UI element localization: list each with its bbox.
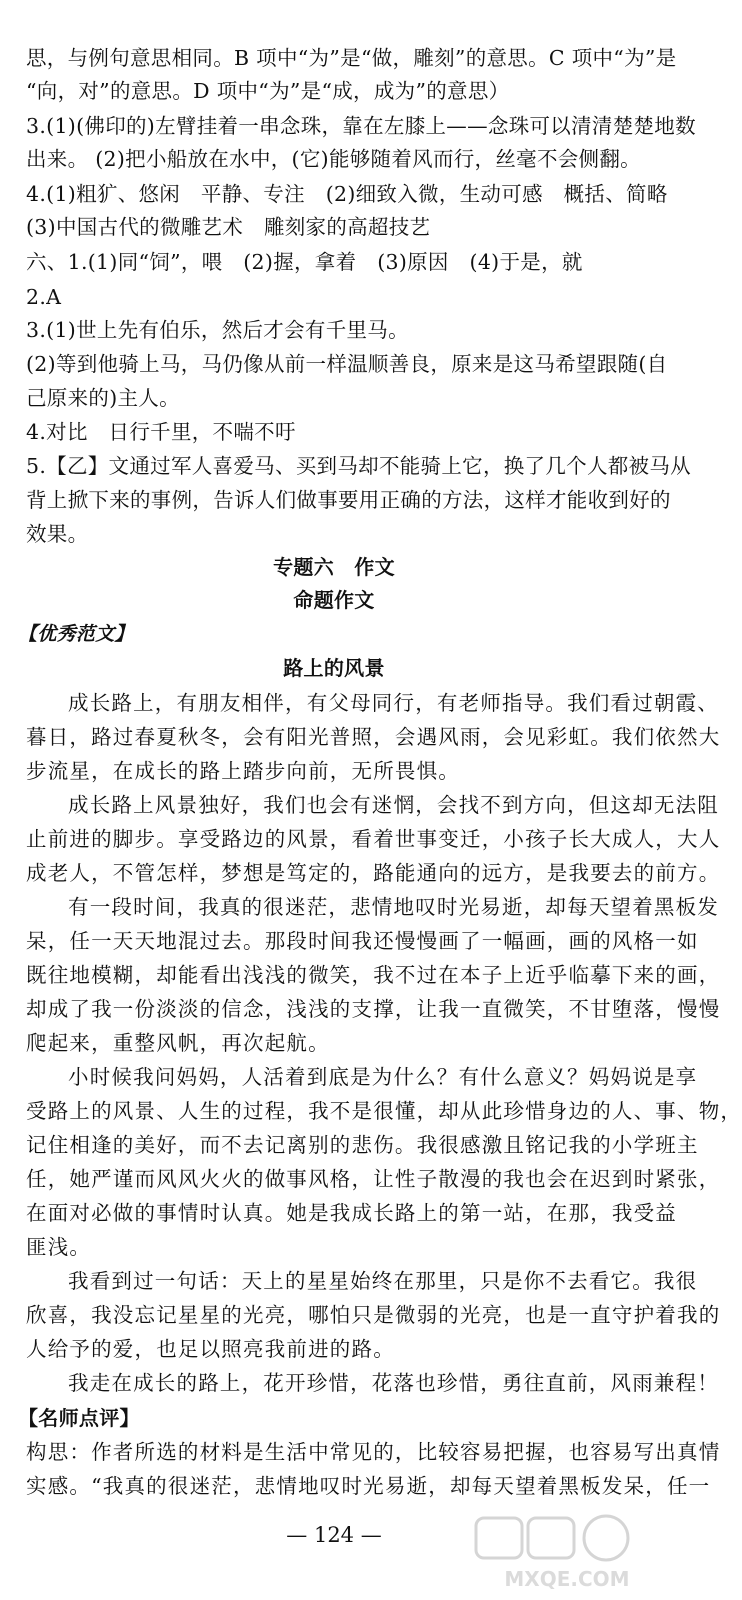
answer-line: 己原来的)主人。	[26, 386, 180, 410]
essay-line: 既往地模糊，却能看出浅浅的微笑，我不过在本子上近乎临摹下来的画，	[26, 963, 721, 987]
comment-line: 实感。“我真的很迷茫，悲情地叹时光易逝，却每天望着黑板发呆，任一	[26, 1474, 711, 1498]
answer-line: 4.对比 日行千里，不喘不吁	[26, 420, 296, 444]
answer-line: 出来。 (2)把小船放在水中，(它)能够随着风而行，丝毫不会侧翻。	[26, 147, 641, 171]
watermark-logo	[472, 1512, 662, 1596]
essay-line: 成长路上风景独好，我们也会有迷惘，会找不到方向，但这却无法阻	[68, 793, 719, 817]
answer-line: (2)等到他骑上马，马仍像从前一样温顺善良，原来是这马希望跟随(自	[26, 352, 668, 376]
answer-line: (3)中国古代的微雕艺术 雕刻家的高超技艺	[26, 215, 431, 239]
answer-line: 4.(1)粗犷、悠闲 平静、专注 (2)细致入微，生动可感 概括、简略	[26, 182, 668, 206]
essay-line: 呆，任一天天地混过去。那段时间我还慢慢画了一幅画，画的风格一如	[26, 929, 699, 953]
page-number: — 124 —	[286, 1523, 382, 1547]
answer-line: 背上掀下来的事例，告诉人们做事要用正确的方法，这样才能收到好的	[26, 488, 671, 512]
svg-text:MXQE.COM: MXQE.COM	[504, 1567, 630, 1591]
essay-line: 爬起来，重整风帆，再次起航。	[26, 1031, 330, 1055]
essay-line: 人给予的爱，也足以照亮我前进的路。	[26, 1337, 395, 1361]
teacher-comment-badge: 【名师点评】	[18, 1406, 140, 1430]
answer-line: “向，对”的意思。D 项中“为”是“成，成为”的意思）	[26, 79, 510, 103]
answer-line: 思，与例句意思相同。B 项中“为”是“做，雕刻”的意思。C 项中“为”是	[26, 46, 677, 70]
essay-line: 受路上的风景、人生的过程，我不是很懂，却从此珍惜身边的人、事、物，	[26, 1099, 742, 1123]
essay-line: 小时候我问妈妈，人活着到底是为什么？有什么意义？妈妈说是享	[68, 1065, 698, 1089]
essay-line: 成长路上，有朋友相伴，有父母同行，有老师指导。我们看过朝霞、	[68, 691, 719, 715]
essay-line: 欣喜，我没忘记星星的光亮，哪怕只是微弱的光亮，也是一直守护着我的	[26, 1303, 721, 1327]
essay-line: 我看到过一句话：天上的星星始终在那里，只是你不去看它。我很	[68, 1269, 698, 1293]
subsection-title: 命题作文	[293, 588, 375, 612]
essay-line: 在面对必做的事情时认真。她是我成长路上的第一站，在那，我受益	[26, 1201, 677, 1225]
essay-line: 有一段时间，我真的很迷茫，悲情地叹时光易逝，却每天望着黑板发	[68, 895, 719, 919]
answer-line: 六、1.(1)同“饲”，喂 (2)握，拿着 (3)原因 (4)于是，就	[26, 250, 583, 274]
answer-line: 3.(1)(佛印的)左臂挂着一串念珠，靠在左膝上——念珠可以清清楚楚地数	[26, 114, 696, 138]
essay-line: 步流星，在成长的路上踏步向前，无所畏惧。	[26, 759, 460, 783]
essay-line: 成老人，不管怎样，梦想是笃定的，路能通向的远方，是我要去的前方。	[26, 861, 721, 885]
essay-line: 任，她严谨而风风火火的做事风格，让性子散漫的我也会在迟到时紧张，	[26, 1167, 721, 1191]
answer-line: 5.【乙】文通过军人喜爱马、买到马却不能骑上它，换了几个人都被马从	[26, 454, 691, 478]
essay-line: 却成了我一份淡淡的信念，浅浅的支撑，让我一直微笑，不甘堕落，慢慢	[26, 997, 721, 1021]
essay-line: 我走在成长的路上，花开珍惜，花落也珍惜，勇往直前，风雨兼程！	[68, 1371, 719, 1395]
answer-line: 3.(1)世上先有伯乐，然后才会有千里马。	[26, 318, 409, 342]
essay-line: 记住相逢的美好，而不去记离别的悲伤。我很感激且铭记我的小学班主	[26, 1133, 699, 1157]
excellent-essay-badge: 【优秀范文】	[18, 623, 134, 645]
section-title: 专题六 作文	[273, 555, 395, 579]
answer-line: 效果。	[26, 522, 89, 546]
essay-line: 暮日，路过春夏秋冬，会有阳光普照，会遇风雨，会见彩虹。我们依然大	[26, 725, 721, 749]
essay-line: 止前进的脚步。享受路边的风景，看着世事变迁，小孩子长大成人，大人	[26, 827, 721, 851]
answer-line: 2.A	[26, 285, 62, 309]
comment-line: 构思：作者所选的材料是生活中常见的，比较容易把握，也容易写出真情	[26, 1440, 721, 1464]
essay-title: 路上的风景	[283, 656, 385, 680]
essay-line: 匪浅。	[26, 1235, 92, 1259]
